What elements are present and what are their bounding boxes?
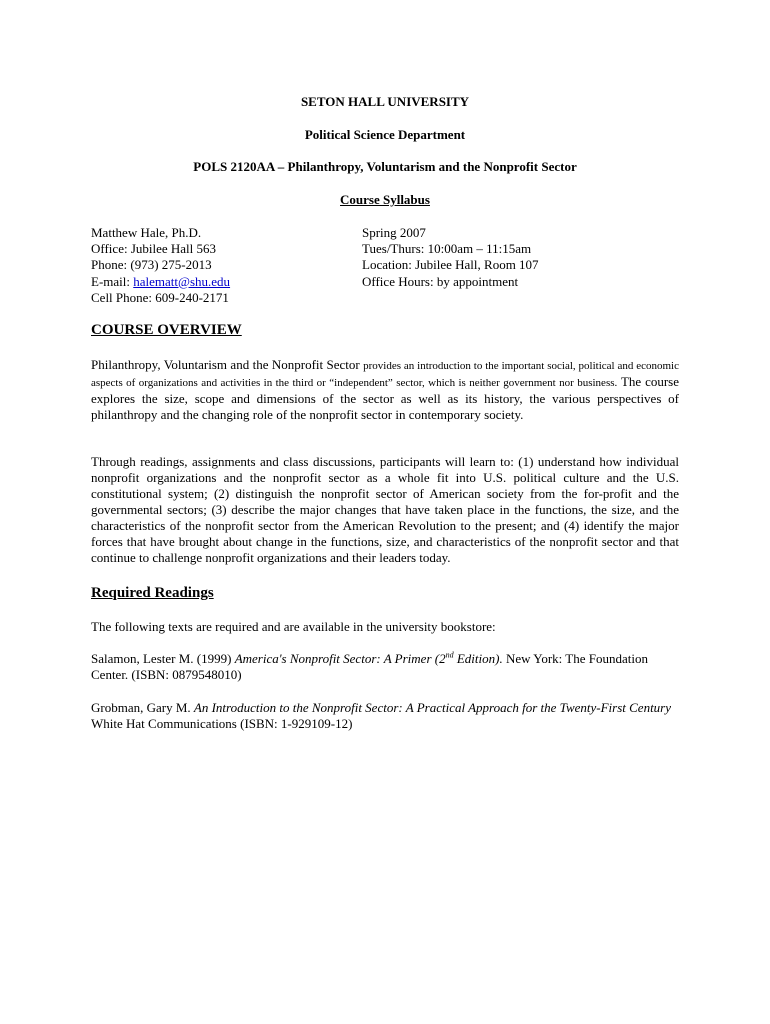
- cell-phone: Cell Phone: 609-240-2171: [91, 289, 229, 305]
- required-readings-heading: Required Readings: [91, 585, 214, 601]
- reading-1-author: Salamon, Lester M. (1999): [91, 651, 235, 666]
- email-line: [91, 274, 230, 290]
- reading-citation-1: [91, 651, 679, 683]
- overview-paragraph-1: [91, 357, 679, 423]
- course-overview-heading: COURSE OVERVIEW: [91, 322, 242, 338]
- class-location: Location: Jubilee Hall, Room 107: [362, 257, 539, 273]
- university-name: SETON HALL UNIVERSITY: [300, 94, 470, 109]
- phone-number: Phone: (973) 275-2013: [91, 257, 212, 273]
- superscript-nd: nd: [445, 650, 454, 660]
- email-link[interactable]: halematt@shu.edu: [133, 273, 231, 289]
- course-schedule: [362, 225, 539, 290]
- instructor-contact: [91, 225, 230, 306]
- reading-2-title: An Introduction to the Nonprofit Sector: A Practical Approach for the Twenty-First Century: [193, 700, 672, 715]
- document-title: Course Syllabus: [340, 192, 430, 207]
- reading-1-publisher: New York: The Foundation Center. (ISBN: 0879548010): [91, 651, 648, 682]
- overview-paragraph-2: Through readings, assignments and class discussions, participants will learn to: (1) understand how individual nonprofit organizations and the nonprofit sector as a whole fit into U.S. political culture and the U.S. constitutional system; (2) distinguish the nonprofit sector of American society from the for-profit and the governmental sectors; (3) describe the major changes that have taken place in the functions, the size, and the characteristics of the nonprofit sector from the American Revolution to the present; and (4) identify the major forces that have brought about change in the functions, size, and characteristics of the nonprofit sector and that continue to challenge nonprofit organizations and their leaders today.: [91, 454, 679, 565]
- course-title: POLS 2120AA – Philanthropy, Voluntarism and the Nonprofit Sector: [193, 159, 577, 174]
- email-label: E-mail:: [91, 273, 134, 289]
- term: Spring 2007: [362, 225, 426, 240]
- office-location: Office: Jubilee Hall 563: [91, 241, 217, 257]
- office-hours: Office Hours: by appointment: [362, 273, 519, 289]
- reading-1-title: America's Nonprofit Sector: A Primer (2nd Edition).: [234, 650, 503, 666]
- instructor-name: Matthew Hale, Ph.D.: [91, 225, 202, 240]
- reading-2-author: Grobman, Gary M.: [91, 700, 194, 715]
- department-name: Political Science Department: [304, 127, 466, 142]
- reading-citation-2: [91, 700, 679, 732]
- overview-intro-text: provides an introduction to the important social, political and economic aspects of organizations and activities in the third or “independent” sector, which is neither government nor business.: [91, 360, 679, 389]
- readings-intro: The following texts are required and are available in the university bookstore:: [91, 619, 496, 634]
- overview-course-name: Philanthropy, Voluntarism and the Nonprofit Sector: [91, 357, 364, 372]
- reading-2-publisher: White Hat Communications (ISBN: 1-929109-12): [91, 716, 353, 731]
- meeting-times: Tues/Thurs: 10:00am – 11:15am: [362, 241, 532, 257]
- overview-scope-text: The course explores the size, scope and dimensions of the sector as well as its history, the various perspectives of philanthropy and the changing role of the nonprofit sector in contemporary society.: [91, 374, 680, 422]
